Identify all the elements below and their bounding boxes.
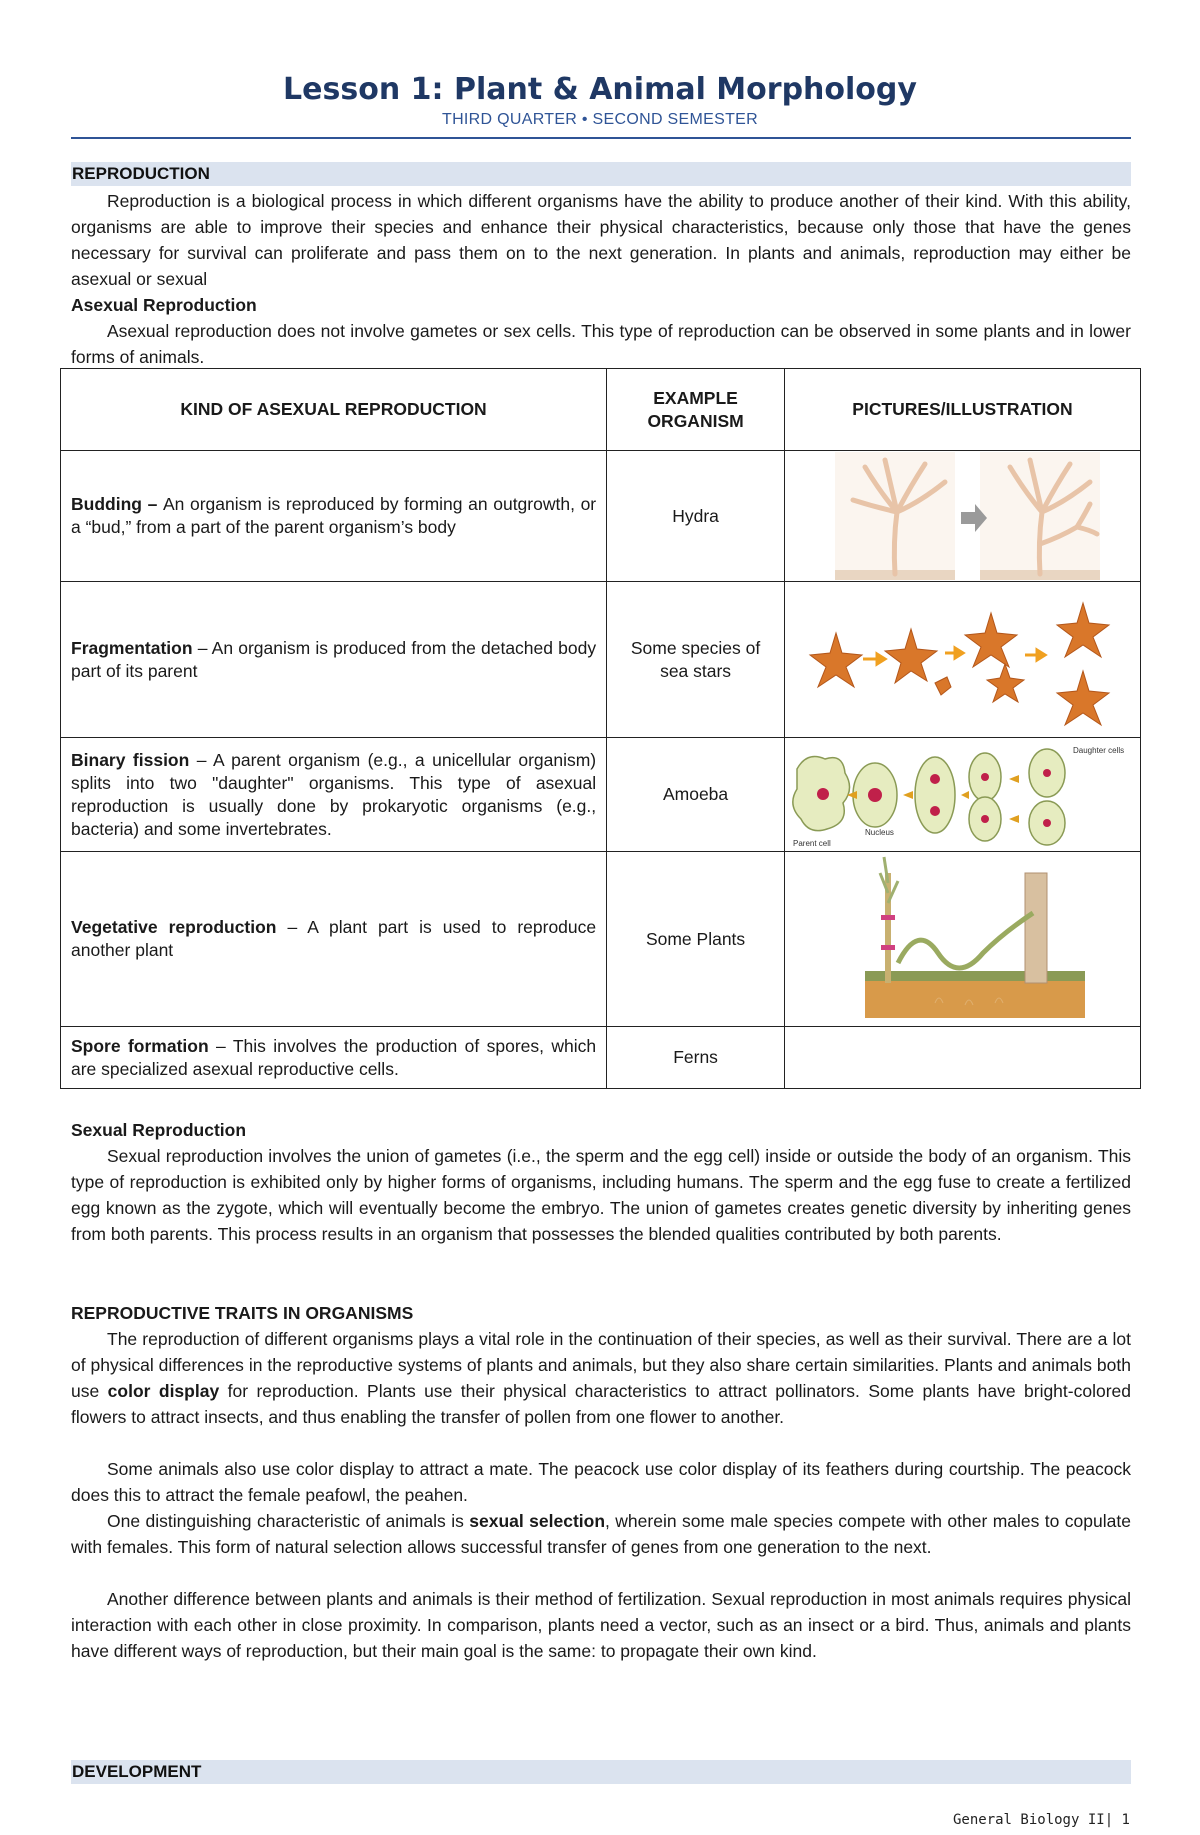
traits-heading: REPRODUCTIVE TRAITS IN ORGANISMS: [71, 1303, 414, 1323]
traits-paragraph-1: [71, 1326, 1131, 1430]
table-row: [61, 1027, 1141, 1089]
table-row: [61, 738, 1141, 852]
illustration-cell: [784, 852, 1140, 1027]
kind-desc: – A plant part is used to reproduce another plant: [71, 917, 597, 960]
organism-cell: Amoeba: [607, 738, 785, 852]
header-organism: EXAMPLE ORGANISM: [607, 369, 785, 451]
organism-cell: Some Plants: [607, 852, 785, 1027]
asexual-heading: Asexual Reproduction: [71, 295, 257, 315]
traits-p3-text-b: , wherein some male species compete with other males to copulate with females. This form of natural selection allows successful transfer of genes from one generation to the next.: [71, 1511, 1131, 1557]
traits-p3-text-a: One distinguishing characteristic of animals is: [107, 1511, 470, 1531]
kind-term: Fragmentation: [71, 637, 193, 658]
traits-paragraph-2: Some animals also use color display to attract a mate. The peacock use color display of its feathers during courtship. The peacock does this to attract the female peafowl, the peahen.: [71, 1459, 1131, 1505]
illustration-cell: [784, 738, 1140, 852]
header-pictures: PICTURES/ILLUSTRATION: [784, 369, 1140, 451]
kind-cell: [61, 582, 607, 738]
amoeba-nucleus-label: Nucleus: [864, 827, 894, 837]
kind-cell: [61, 451, 607, 582]
hydra-budding-illustration: [785, 452, 1139, 581]
sexual-paragraph: Sexual reproduction involves the union of gametes (i.e., the sperm and the egg cell) inside or outside the body of an organism. This type of reproduction is exhibited only by higher forms of organisms, including humans. The sperm and the egg fuse to create a fertilized egg known as the zygote, which will eventually become the embryo. The union of gametes creates genetic diversity by inheriting genes from both parents. This process results in an organism that possesses the blended qualities contributed by both parents.: [71, 1146, 1131, 1244]
reproduction-paragraph: Reproduction is a biological process in which different organisms have the ability to produce another of their kind. With this ability, organisms are able to improve their species and enhance their physical characteristics, because only those that have the genes necessary for survival can proliferate and pass them on to the next generation. In plants and animals, reproduction may either be asexual or sexual: [71, 191, 1131, 289]
section-heading-development: DEVELOPMENT: [71, 1760, 1131, 1784]
kind-cell: [61, 738, 607, 852]
header-kind: KIND OF ASEXUAL REPRODUCTION: [61, 369, 607, 451]
asexual-reproduction-table: [60, 368, 1141, 1089]
page-footer: General Biology II| 1: [952, 1812, 1130, 1828]
table-row: [61, 852, 1141, 1027]
kind-desc: An organism is reproduced by forming an outgrowth, or a “bud,” from a part of the parent organism’s body: [71, 494, 597, 537]
sexual-selection-term: sexual selection: [469, 1511, 606, 1531]
kind-desc: – An organism is produced from the detached body part of its parent: [71, 637, 597, 681]
organism-cell: Ferns: [607, 1027, 785, 1089]
kind-term: Spore formation: [71, 1035, 209, 1056]
color-display-term: color display: [107, 1381, 220, 1401]
traits-p1-text-a: The reproduction of different organisms plays a vital role in the continuation of their species, as well as their survival. There are a lot of physical differences in the reproductive systems of plants and animals, but they also share certain similarities. Plants and animals both use: [71, 1329, 1131, 1401]
organism-cell: Some species of sea stars: [607, 582, 785, 738]
page-title: Lesson 1: Plant & Animal Morphology: [283, 72, 917, 107]
kind-desc: – This involves the production of spores, which are specialized asexual reproductive cells.: [71, 1035, 597, 1079]
title-divider: [71, 137, 1131, 139]
vegetative-reproduction-illustration: [785, 853, 1139, 1026]
traits-p1-text-b: for reproduction. Plants use their physical characteristics to attract pollinators. Some plants have bright-colored flowers to attract insects, and thus enabling the transfer of pollen from one flower to another.: [71, 1381, 1132, 1427]
page-subtitle: THIRD QUARTER • SECOND SEMESTER: [442, 111, 758, 128]
traits-paragraph-4: Another difference between plants and animals is their method of fertilization. Sexual reproduction in most animals requires physical interaction with each other in close proximity. In comparison, plants need a vector, such as an insect or a bird. Thus, animals and plants have different ways of reproduction, but their main goal is the same: to propagate their own kind.: [71, 1589, 1131, 1661]
organism-cell: Hydra: [607, 451, 785, 582]
sea-star-fragmentation-illustration: [785, 583, 1139, 737]
illustration-cell: [784, 1027, 1140, 1089]
amoeba-daughter-label: Daughter cells: [1072, 745, 1125, 755]
section-heading-reproduction: REPRODUCTION: [71, 162, 1131, 186]
kind-cell: [61, 1027, 607, 1089]
kind-term: Vegetative reproduction: [71, 917, 277, 937]
table-row: [61, 582, 1141, 738]
amoeba-binary-fission-illustration: [785, 739, 1139, 851]
kind-desc: – A parent organism (e.g., a unicellular organism) splits into two "daughter" organisms. This type of asexual reproduction is usually done by prokaryotic organisms (e.g., bacteria) and some invertebrates.: [71, 749, 597, 839]
illustration-cell: [784, 451, 1140, 582]
kind-cell: [61, 852, 607, 1027]
sexual-heading: Sexual Reproduction: [71, 1120, 247, 1140]
illustration-cell: [784, 582, 1140, 738]
kind-term: Budding –: [71, 494, 163, 514]
amoeba-parent-label: Parent cell: [792, 838, 831, 848]
asexual-paragraph: Asexual reproduction does not involve gametes or sex cells. This type of reproduction can be observed in some plants and in lower forms of animals.: [71, 321, 1131, 367]
table-row: [61, 451, 1141, 582]
table-header-row: [61, 369, 1141, 451]
traits-paragraph-3: [71, 1508, 1131, 1560]
kind-term: Binary fission: [71, 749, 190, 770]
